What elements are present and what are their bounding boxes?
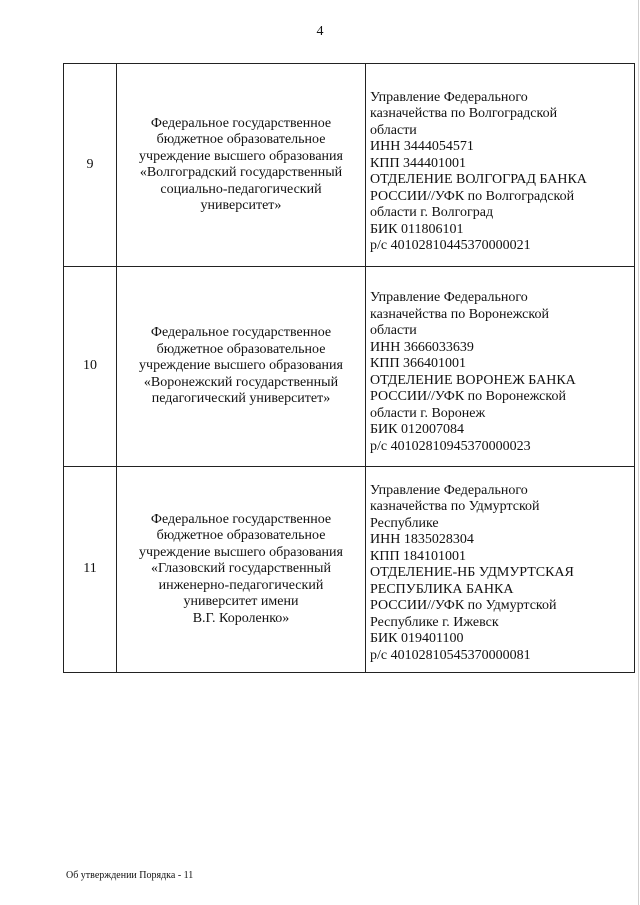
- org-line: Федеральное государственное: [150, 325, 332, 341]
- bank-line: р/с 40102810545370000081: [370, 647, 531, 663]
- table-row: [64, 64, 635, 267]
- bank-line: р/с 40102810945370000023: [370, 438, 531, 454]
- row-number: 10: [64, 267, 117, 467]
- bank-line: БИК 011806101: [370, 221, 464, 237]
- row-number: 9: [64, 64, 117, 267]
- bank-line: области г. Воронеж: [370, 405, 486, 421]
- org-line: «Волгоградский государственный: [139, 165, 343, 180]
- bank-details-cell: [366, 267, 635, 467]
- org-line: университет»: [200, 198, 282, 213]
- bank-line: КПП 366401001: [370, 356, 467, 371]
- bank-line: Управление Федерального: [370, 89, 528, 105]
- org-line: В.Г. Короленко»: [192, 610, 290, 626]
- bank-line: БИК 012007084: [370, 422, 464, 437]
- bank-details-cell: [366, 64, 635, 267]
- bank-line: Республике: [370, 515, 439, 531]
- table-row: [64, 467, 635, 673]
- org-line: инженерно-педагогический: [158, 577, 324, 593]
- bank-line: ОТДЕЛЕНИЕ-НБ УДМУРТСКАЯ: [370, 565, 574, 581]
- org-line: Федеральное государственное: [150, 115, 332, 131]
- bank-line: ИНН 3444054571: [370, 139, 474, 154]
- bank-line: ИНН 1835028304: [370, 532, 474, 548]
- org-line: учреждение высшего образования: [139, 148, 343, 164]
- org-line: учреждение высшего образования: [139, 544, 343, 560]
- bank-line: казначейства по Удмуртской: [370, 499, 540, 515]
- org-line: бюджетное образовательное: [156, 132, 326, 147]
- bank-line: РОССИИ//УФК по Удмуртской: [370, 598, 557, 614]
- bank-line: КПП 184101001: [370, 548, 467, 564]
- bank-line: БИК 019401100: [370, 631, 464, 647]
- bank-line: КПП 344401001: [370, 155, 467, 171]
- bank-line: РОССИИ//УФК по Волгоградской: [370, 188, 575, 204]
- org-line: университет имени: [183, 594, 299, 610]
- page-number: 4: [316, 24, 324, 39]
- organization-cell: [117, 467, 366, 673]
- bank-line: области г. Волгоград: [370, 205, 494, 220]
- org-line: социально-педагогический: [160, 181, 322, 197]
- bank-line: РЕСПУБЛИКА БАНКА: [370, 581, 514, 597]
- bank-details-cell: [366, 467, 635, 673]
- org-line: учреждение высшего образования: [139, 358, 343, 374]
- bank-line: области: [370, 323, 417, 338]
- bank-line: области: [370, 122, 417, 138]
- row-number: 11: [64, 467, 117, 673]
- bank-line: РОССИИ//УФК по Воронежской: [370, 389, 566, 404]
- footer-note: Об утверждении Порядка - 11: [66, 870, 194, 881]
- org-line: педагогический университет»: [151, 391, 331, 407]
- org-line: бюджетное образовательное: [156, 528, 326, 544]
- bank-line: Управление Федерального: [370, 482, 528, 498]
- requisites-table: [63, 63, 635, 673]
- org-line: Федеральное государственное: [150, 511, 332, 527]
- bank-line: ИНН 3666033639: [370, 339, 474, 355]
- org-line: «Глазовский государственный: [151, 561, 331, 577]
- scan-edge-divider: [638, 0, 639, 905]
- bank-line: Республике г. Ижевск: [370, 614, 499, 630]
- organization-cell: [117, 267, 366, 467]
- organization-cell: [117, 64, 366, 267]
- bank-line: ОТДЕЛЕНИЕ ВОРОНЕЖ БАНКА: [370, 372, 576, 388]
- bank-line: р/с 40102810445370000021: [370, 238, 531, 253]
- table-row: [64, 267, 635, 467]
- bank-line: ОТДЕЛЕНИЕ ВОЛГОГРАД БАНКА: [370, 172, 587, 187]
- org-line: «Воронежский государственный: [143, 374, 339, 390]
- bank-line: казначейства по Волгоградской: [370, 106, 558, 121]
- bank-line: казначейства по Воронежской: [370, 306, 549, 322]
- org-line: бюджетное образовательное: [156, 341, 326, 357]
- bank-line: Управление Федерального: [370, 290, 528, 305]
